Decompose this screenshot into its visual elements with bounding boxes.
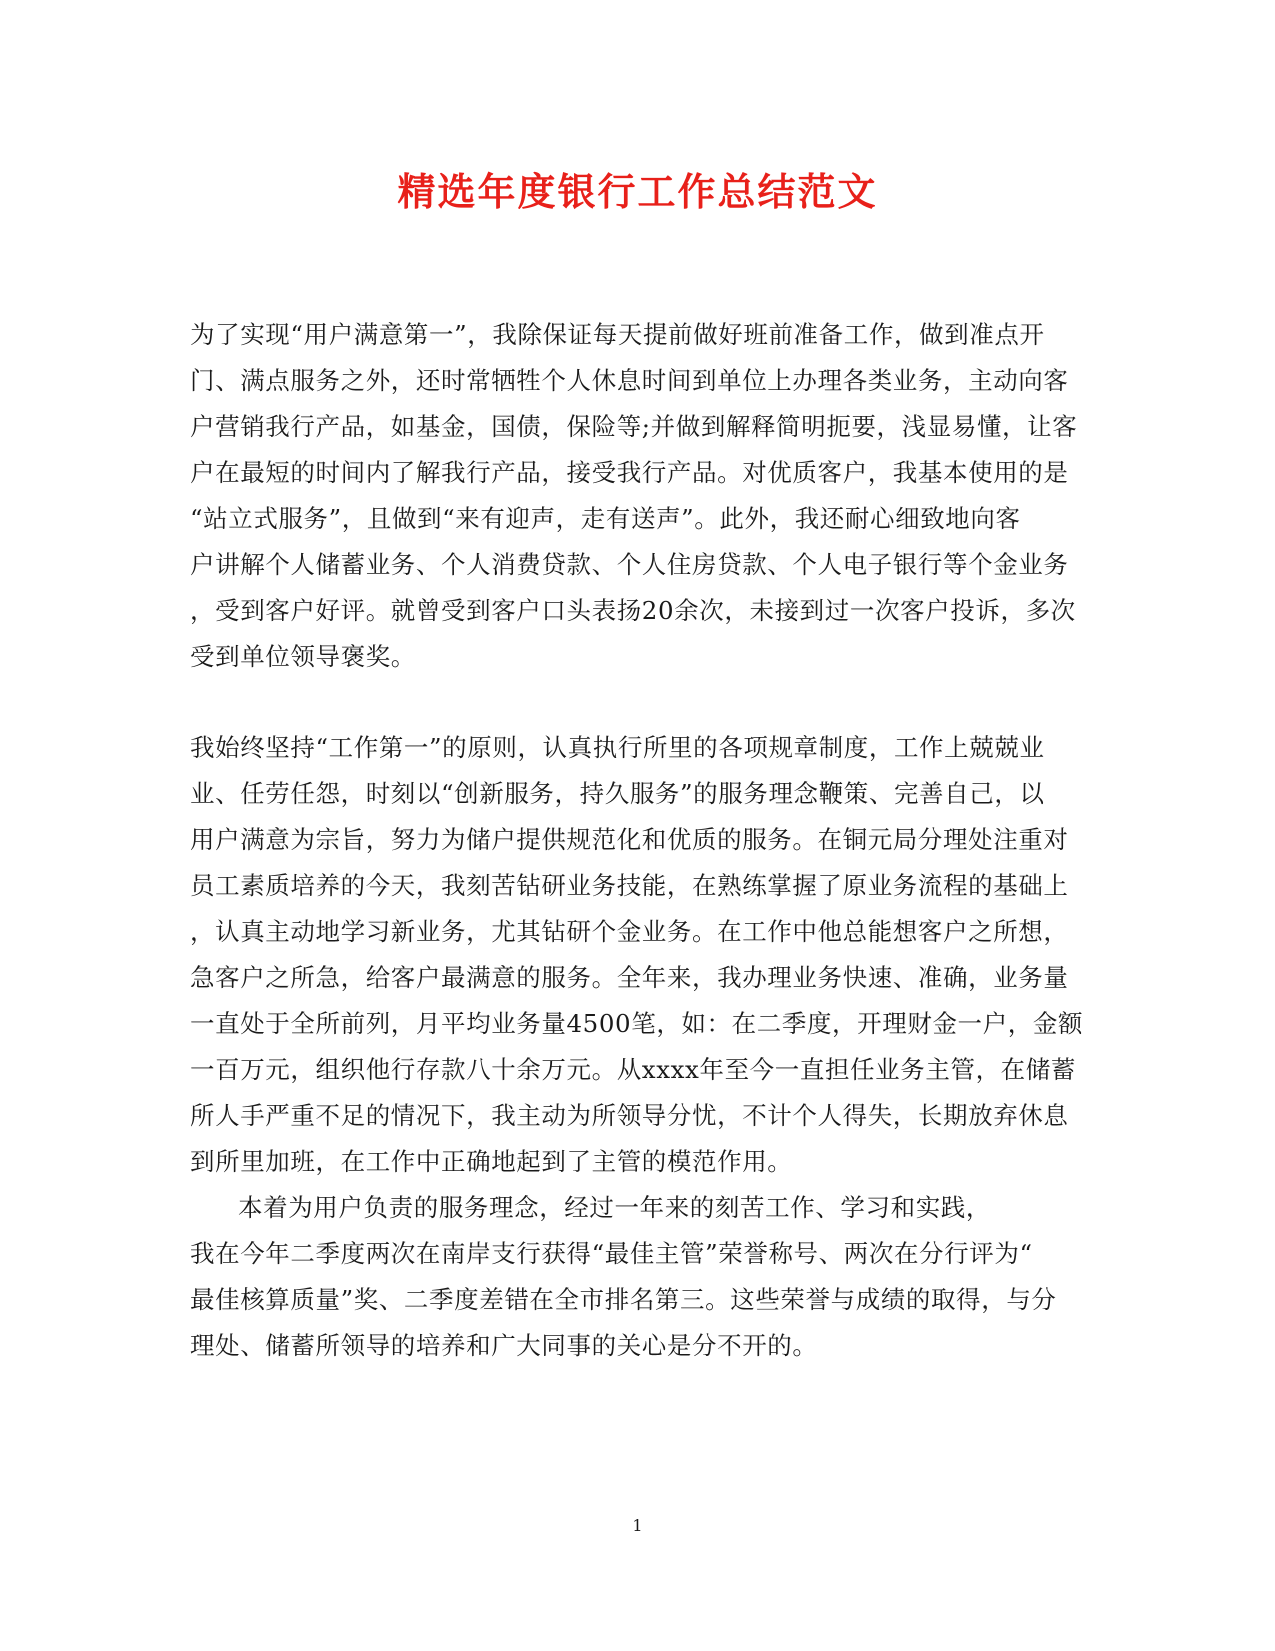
paragraph-2-line-8: 一百万元，组织他行存款八十余万元。从xxxx年至今一直担任业务主管，在储蓄 — [190, 1055, 1076, 1084]
paragraph-1-line-4: 户在最短的时间内了解我行产品，接受我行产品。对优质客户，我基本使用的是 — [190, 458, 1069, 487]
document-title: 精选年度银行工作总结范文 — [397, 169, 878, 214]
paragraph-1-line-7: ，受到客户好评。就曾受到客户口头表扬20余次，未接到过一次客户投诉，多次 — [190, 596, 1076, 625]
paragraph-1-line-8: 受到单位领导褒奖。 — [190, 642, 416, 671]
paragraph-1-line-5: “站立式服务”，且做到“来有迎声，走有送声”。此外，我还耐心细致地向客 — [190, 504, 1021, 533]
paragraph-2-line-1: 我始终坚持“工作第一”的原则，认真执行所里的各项规章制度，工作上兢兢业 — [190, 733, 1045, 762]
paragraph-3-line-4: 理处、储蓄所领导的培养和广大同事的关心是分不开的。 — [190, 1331, 818, 1360]
paragraph-3-line-3: 最佳核算质量”奖、二季度差错在全市排名第三。这些荣誉与成绩的取得，与分 — [190, 1285, 1057, 1314]
paragraph-3-line-1: 本着为用户负责的服务理念，经过一年来的刻苦工作、学习和实践， — [238, 1193, 991, 1222]
paragraph-1-line-3: 户营销我行产品，如基金，国债，保险等;并做到解释简明扼要，浅显易懂，让客 — [190, 412, 1078, 441]
paragraph-2-line-5: ，认真主动地学习新业务，尤其钻研个金业务。在工作中他总能想客户之所想， — [190, 917, 1069, 946]
paragraph-2-line-6: 急客户之所急，给客户最满意的服务。全年来，我办理业务快速、准确，业务量 — [190, 963, 1069, 992]
paragraph-3-line-2: 我在今年二季度两次在南岸支行获得“最佳主管”荣誉称号、两次在分行评为“ — [190, 1239, 1033, 1268]
paragraph-2-line-10: 到所里加班，在工作中正确地起到了主管的模范作用。 — [190, 1147, 793, 1176]
paragraph-2-line-7: 一直处于全所前列，月平均业务量4500笔，如：在二季度，开理财金一户，金额 — [190, 1009, 1084, 1038]
paragraph-2-line-3: 用户满意为宗旨，努力为储户提供规范化和优质的服务。在铜元局分理处注重对 — [190, 825, 1069, 854]
paragraph-2-line-4: 员工素质培养的今天，我刻苦钻研业务技能，在熟练掌握了原业务流程的基础上 — [190, 871, 1069, 900]
page-number: 1 — [632, 1516, 643, 1535]
paragraph-2-line-2: 业、任劳任怨，时刻以“创新服务，持久服务”的服务理念鞭策、完善自己，以 — [190, 779, 1045, 808]
paragraph-1-line-1: 为了实现“用户满意第一”，我除保证每天提前做好班前准备工作，做到准点开 — [190, 320, 1045, 349]
paragraph-1-line-2: 门、满点服务之外，还时常牺牲个人休息时间到单位上办理各类业务，主动向客 — [190, 366, 1069, 395]
paragraph-2-line-9: 所人手严重不足的情况下，我主动为所领导分忧，不计个人得失，长期放弃休息 — [190, 1101, 1069, 1130]
paragraph-1-line-6: 户讲解个人储蓄业务、个人消费贷款、个人住房贷款、个人电子银行等个金业务 — [190, 550, 1069, 579]
